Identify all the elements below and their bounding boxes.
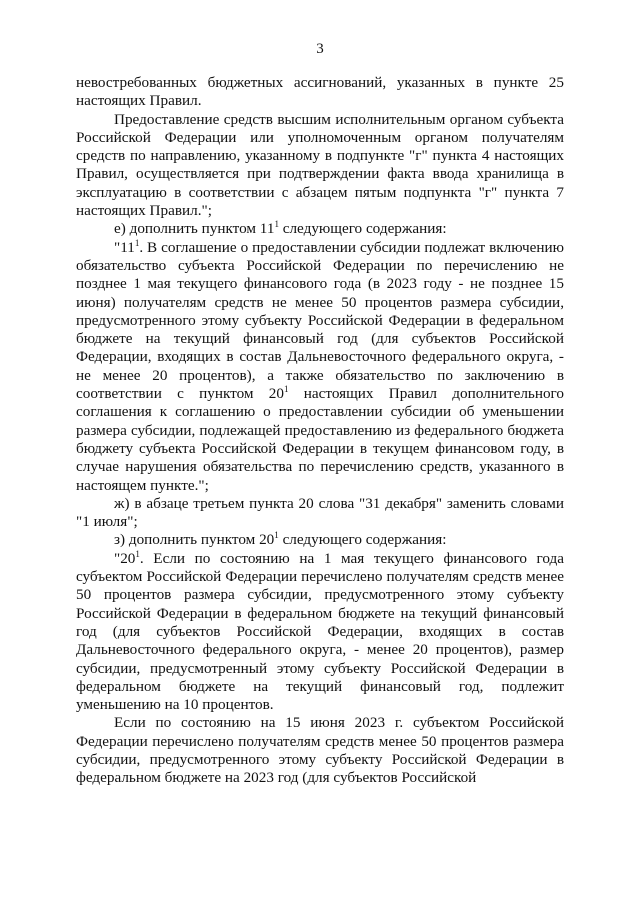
superscript: 1 xyxy=(283,384,289,395)
paragraph xyxy=(76,239,564,495)
paragraph-text: следующего содержания: xyxy=(278,220,447,238)
paragraph-text: следующего содержания: xyxy=(278,531,447,549)
document-body xyxy=(76,74,564,788)
paragraph xyxy=(76,531,564,549)
paragraph-text: "11 xyxy=(114,238,135,256)
paragraph-text: настоящих Правил дополнительного соглашения к соглашению о предоставлении субсидии об уменьшении размера субсидии, подлежащей предоставлению из федерального бюджета бюджету субъекта Российской Федерации в текущем финансовом году, в случае нарушения обязательства по перечислению средств, указанного в настоящем пункте."; xyxy=(76,385,564,494)
paragraph-text: . Если по состоянию на 1 мая текущего финансового года субъектом Российской Федерации перечислено получателям средств менее 50 процентов размера субсидии, предусмотренного этому субъекту Российской Федерации в федеральном бюджете на текущий финансовый год (для субъектов Российской Федерации, входящих в состав Дальневосточного федерального округа, - менее 20 процентов), размер субсидии, предусмотренный этому субъекту Российской Федерации в федеральном бюджете на текущий финансовый год, подлежит уменьшению на 10 процентов. xyxy=(76,549,564,714)
paragraph-text: ж) в абзаце третьем пункта 20 слова "31 декабря" заменить словами "1 июля"; xyxy=(76,494,564,531)
paragraph xyxy=(76,714,564,787)
paragraph xyxy=(76,495,564,532)
superscript: 1 xyxy=(274,530,279,541)
paragraph-text: е) дополнить пунктом 11 xyxy=(114,220,275,238)
paragraph-text: "20 xyxy=(114,549,136,567)
paragraph-text: Если по состоянию на 15 июня 2023 г. субъектом Российской Федерации перечислено получателям средств менее 50 процентов размера субсидии, предусмотренного этому субъекту Российской Федерации в федеральном бюджете на 2023 год (для субъектов Российской xyxy=(76,714,564,787)
paragraph-text: . В соглашение о предоставлении субсидии подлежат включению обязательство субъекта Российской Федерации по перечислению не позднее 1 мая текущего финансового года (в 2023 году - не позднее 15 июня) получателям средств не менее 50 процентов размера субсидии, предусмотренного этому субъекту Российской Федерации в федеральном бюджете на текущий финансовый год (для субъектов Российской Федерации, входящих в состав Дальневосточного федерального округа, - не менее 20 процентов), а также обязательство по заключению в соответствии с пунктом 20 xyxy=(76,238,564,403)
paragraph xyxy=(76,111,564,221)
paragraph-text: невостребованных бюджетных ассигнований, указанных в пункте 25 настоящих Правил. xyxy=(76,74,564,110)
paragraph xyxy=(76,74,564,111)
superscript: 1 xyxy=(134,237,140,248)
paragraph-text: з) дополнить пунктом 20 xyxy=(114,531,275,549)
paragraph xyxy=(76,550,564,715)
paragraph-text: Предоставление средств высшим исполнительным органом субъекта Российской Федерации или уполномоченным органом получателям средств по направлению, указанному в подпункте "г" пункта 4 настоящих Правил, осуществляется при подтверждении факта ввода хранилища в эксплуатацию в соответствии с абзацем пятым подпункта "г" пункта 7 настоящих Правил."; xyxy=(76,110,564,220)
superscript: 1 xyxy=(274,219,279,230)
page-number: 3 xyxy=(316,41,324,57)
superscript: 1 xyxy=(135,548,140,559)
paragraph xyxy=(76,220,564,238)
